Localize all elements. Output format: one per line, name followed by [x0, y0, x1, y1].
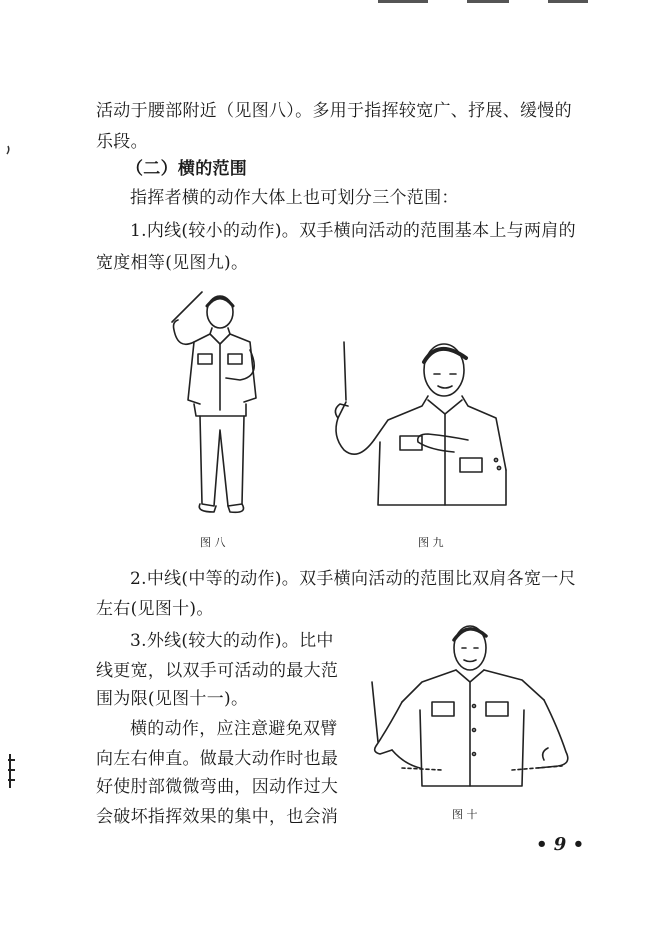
body-text-line: 围为限(见图十一)。 — [96, 689, 249, 709]
section-heading: （二）横的范围 — [126, 159, 248, 179]
figure-9-caption: 图 九 — [418, 536, 444, 549]
body-text-line: 活动于腰部附近（见图八）。多用于指挥较宽广、抒展、缓慢的 — [96, 101, 572, 121]
body-text-line: 好使肘部微微弯曲，因动作过大 — [96, 777, 339, 797]
body-text-line: 1.内线(较小的动作)。双手横向活动的范围基本上与两肩的 — [130, 221, 576, 241]
scan-edge-mark — [467, 0, 509, 3]
body-text-line: 乐段。 — [96, 132, 148, 152]
figure-9-illustration — [318, 340, 518, 510]
scan-edge-mark — [548, 0, 588, 3]
scan-artifact-mark — [6, 752, 18, 792]
figure-10-illustration — [362, 618, 592, 798]
body-text-line: 线更宽，以双手可活动的最大范 — [96, 661, 339, 681]
scan-edge-mark — [378, 0, 428, 3]
body-text-line: 会破坏指挥效果的集中，也会消 — [96, 807, 339, 827]
body-text-line: 左右(见图十)。 — [96, 599, 214, 619]
body-text-line: 横的动作，应注意避免双臂 — [130, 719, 338, 739]
body-text-line: 指挥者横的动作大体上也可划分三个范围： — [130, 188, 459, 208]
scan-artifact-mark — [4, 144, 14, 156]
figure-8-caption: 图 八 — [200, 536, 226, 549]
body-text-line: 向左右伸直。做最大动作时也最 — [96, 749, 339, 769]
body-text-line: 2.中线(中等的动作)。双手横向活动的范围比双肩各宽一尺 — [130, 569, 576, 589]
page-number: • 9 • — [536, 834, 585, 855]
body-text-line: 宽度相等(见图九)。 — [96, 253, 249, 273]
figure-10-caption: 图 十 — [452, 808, 478, 821]
figure-8-illustration — [150, 280, 280, 525]
body-text-line: 3.外线(较大的动作)。比中 — [130, 631, 334, 651]
